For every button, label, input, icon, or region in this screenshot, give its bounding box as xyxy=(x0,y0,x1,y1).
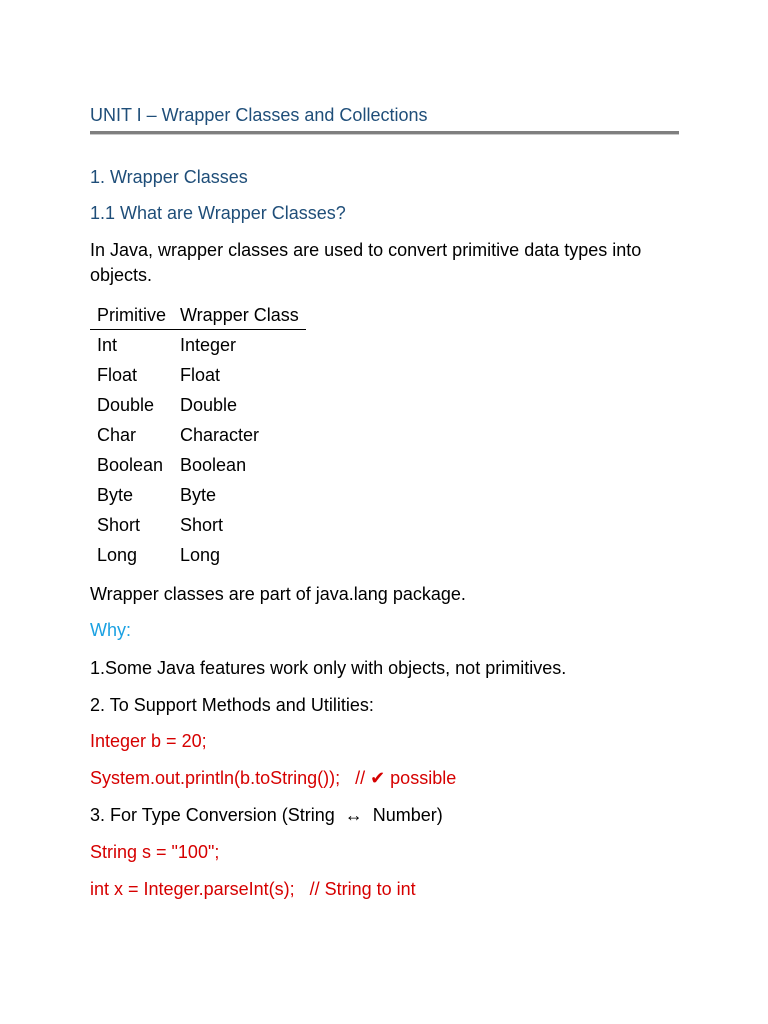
table-row xyxy=(90,510,306,540)
table-header-wrapper: Wrapper Class xyxy=(173,302,306,330)
table-cell-primitive: Long xyxy=(97,544,138,565)
code-line-2: System.out.println(b.toString()); // ✔ possible xyxy=(90,768,457,788)
table-cell-primitive: Char xyxy=(97,424,137,445)
table-row xyxy=(90,480,306,510)
why-label: Why: xyxy=(90,620,132,640)
table-cell-primitive: Double xyxy=(97,394,155,415)
intro-paragraph: In Java, wrapper classes are used to convert primitive data types into objects. xyxy=(90,240,642,285)
table-row xyxy=(90,390,306,420)
table-cell-primitive: Boolean xyxy=(97,454,164,475)
table-cell-primitive: Float xyxy=(97,364,138,385)
table-cell-wrapper: Character xyxy=(180,424,260,445)
document-title: UNIT I – Wrapper Classes and Collections xyxy=(90,105,428,125)
table-row xyxy=(90,540,306,570)
table-cell-wrapper: Double xyxy=(180,394,238,415)
table-cell-primitive: Byte xyxy=(97,484,134,505)
table-cell-wrapper: Integer xyxy=(180,334,237,355)
table-header-primitive: Primitive xyxy=(90,302,173,330)
code-line-4: int x = Integer.parseInt(s); // String to int xyxy=(90,879,416,899)
code-line-1: Integer b = 20; xyxy=(90,731,207,751)
table-row xyxy=(90,420,306,450)
section-heading: 1. Wrapper Classes xyxy=(90,167,248,187)
point-2: 2. To Support Methods and Utilities: xyxy=(90,695,374,715)
table-cell-primitive: Short xyxy=(97,514,141,535)
code-line-3: String s = "100"; xyxy=(90,842,220,862)
subsection-heading: 1.1 What are Wrapper Classes? xyxy=(90,203,346,223)
package-note: Wrapper classes are part of java.lang package. xyxy=(90,584,466,604)
table-cell-wrapper: Byte xyxy=(180,484,217,505)
point-3: 3. For Type Conversion (String ↔ Number) xyxy=(90,805,443,825)
wrapper-table xyxy=(90,302,306,570)
table-row xyxy=(90,360,306,390)
table-row xyxy=(90,330,306,361)
table-header-row xyxy=(90,302,306,330)
title-divider xyxy=(90,131,679,135)
table-cell-wrapper: Boolean xyxy=(180,454,247,475)
point-1: 1.Some Java features work only with objects, not primitives. xyxy=(90,658,567,678)
table-cell-wrapper: Float xyxy=(180,364,221,385)
table-cell-primitive: Int xyxy=(97,334,118,355)
table-cell-wrapper: Long xyxy=(180,544,221,565)
table-row xyxy=(90,450,306,480)
table-cell-wrapper: Short xyxy=(180,514,224,535)
